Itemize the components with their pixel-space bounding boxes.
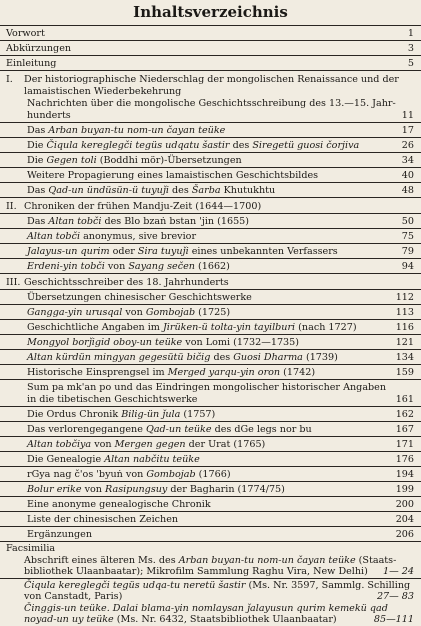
toc-entry: Das Arban buyan-tu nom-un čayan teüke [27, 125, 226, 136]
divider [0, 406, 421, 407]
toc-page-num: 3 [407, 43, 414, 54]
toc-entry: rGya nag č'os 'byuṅ von Gombojab (1766) [27, 469, 231, 480]
divider [0, 379, 421, 380]
divider [0, 152, 421, 153]
divider [0, 289, 421, 290]
facsimilia-heading: Facsimilia [6, 543, 56, 554]
facsimile-entry: Činggis-un teüke. Dalai blama-yin nomlaysan ǰalayusun qurim kemekü qad [24, 603, 388, 614]
toc-page-num: 206 [395, 529, 414, 540]
toc-entry: Eine anonyme genealogische Chronik [27, 499, 211, 510]
facsimile-entry: Čiqula kereglegči tegüs udqa-tu neretü šastir (Ms. Nr. 3597, Sammlg. Schilling [24, 580, 411, 591]
toc-entry: Die Genealogie Altan nabčitu teüke [27, 454, 200, 465]
toc-entry: Das Qad-un ündüsün-ü tuyuǰi des Šarba Khutukhtu [27, 185, 276, 196]
toc-page-num: 1 [407, 28, 414, 39]
toc-entry: Altan tobči anonymus, sive brevior [27, 231, 197, 242]
toc-entry: Das verlorengegangene Qad-un teüke des dGe legs nor bu [27, 424, 312, 435]
toc-entry: hunderts [27, 110, 71, 121]
divider [0, 258, 421, 259]
toc-entry: Weitere Propagierung eines lamaistischen Geschichtsbildes [27, 170, 319, 181]
divider [0, 451, 421, 452]
divider [0, 213, 421, 214]
section-heading: Geschichtsschreiber des 18. Jahrhunderts [24, 277, 229, 288]
facsimile-entry: noyad-un uy teüke (Ms. Nr. 6432, Staatsbibliothek Ulaanbaatar) [24, 614, 337, 625]
toc-entry: Liste der chinesischen Zeichen [27, 514, 179, 525]
toc-page-num: 48 [401, 185, 414, 196]
divider [0, 421, 421, 422]
toc-entry: Bolur erike von Rasipungsuy der Bagharin (1774/75) [27, 484, 285, 495]
toc-entry: Altan kürdün mingyan gegesütü bičig des Guosi Dharma (1739) [27, 352, 338, 363]
toc-entry: Die Ordus Chronik Bilig-ün ǰula (1757) [27, 409, 216, 420]
divider [0, 436, 421, 437]
toc-page-num: 121 [395, 337, 414, 348]
toc-entry: Die Čiqula kereglegči tegüs udqatu šastir des Siregetü guosi čorjiva [27, 140, 360, 151]
toc-entry: Erdeni-yin tobči von Sayang sečen (1662) [27, 261, 230, 272]
toc-page-num: 159 [395, 367, 414, 378]
toc-entry: in die tibetischen Geschichtswerke [27, 394, 198, 405]
toc-page-num: 204 [395, 514, 414, 525]
toc-page-num: 17 [401, 125, 414, 136]
toc-page-num: 162 [395, 409, 414, 420]
toc-page-num: 176 [395, 454, 414, 465]
section-number: III. [6, 277, 21, 288]
section-heading: lamaistischen Wiederbekehrung [24, 86, 182, 97]
divider [0, 182, 421, 183]
facsimile-pages: 27— 83 [376, 591, 414, 602]
divider [0, 228, 421, 229]
toc-entry-vorwort: Vorwort [6, 28, 45, 39]
toc-entry: Historische Einsprengsel im Merged yarqu-yin oron (1742) [27, 367, 316, 378]
facsimile-entry: Abschrift eines älteren Ms. des Arban buyan-tu nom-un čayan teüke (Staats- [24, 555, 397, 566]
section-number: II. [6, 201, 17, 212]
toc-entry: Jalayus-un qurim oder Sira tuyuǰi eines unbekannten Verfassers [27, 246, 338, 257]
toc-page-num: 112 [395, 292, 414, 303]
section-heading: Der historiographische Niederschlag der mongolischen Renaissance und der [24, 74, 399, 85]
divider [0, 526, 421, 527]
toc-page-num: 161 [395, 394, 414, 405]
toc-entry: Die Gegen toli (Boddhi mör)-Übersetzungen [27, 155, 242, 166]
divider [0, 304, 421, 305]
toc-page-num: 94 [401, 261, 414, 272]
page-title: Inhaltsverzeichnis [133, 3, 288, 21]
toc-entry: Gangga-yin urusqal von Gombojab (1725) [27, 307, 231, 318]
toc-page-num: 171 [395, 439, 414, 450]
toc-entry: Altan tobčiya von Mergen gegen der Urat (1765) [27, 439, 266, 450]
divider [0, 273, 421, 274]
divider [0, 364, 421, 365]
facsimile-entry: von Canstadt, Paris) [24, 591, 123, 602]
divider [0, 40, 421, 41]
divider [0, 319, 421, 320]
divider [0, 349, 421, 350]
toc-page-num: 200 [395, 499, 414, 510]
toc-page-num: 26 [401, 140, 414, 151]
toc-page-num: 79 [401, 246, 414, 257]
toc-page-num: 167 [395, 424, 414, 435]
toc-page-num: 134 [395, 352, 414, 363]
facsimile-pages: 1— 24 [383, 566, 414, 577]
divider [0, 496, 421, 497]
divider [0, 243, 421, 244]
divider [0, 334, 421, 335]
toc-page-num: 5 [407, 58, 414, 69]
toc-page-num: 75 [401, 231, 414, 242]
toc-entry-einleitung: Einleitung [6, 58, 57, 69]
toc-entry: Geschichtliche Angaben im Jirüken-ü tolta-yin tayilburi (nach 1727) [27, 322, 357, 333]
facsimile-entry: bibliothek Ulaanbaatar); Mikrofilm Sammlung Raghu Vira, New Delhi) [24, 566, 368, 577]
toc-entry: Das Altan tobči des Blo bzaṅ bstan 'jin (1655) [27, 216, 250, 227]
divider [0, 578, 421, 579]
toc-page-num: 34 [401, 155, 414, 166]
toc-entry: Ergänzungen [27, 529, 93, 540]
divider [0, 167, 421, 168]
divider [0, 481, 421, 482]
toc-entry: Sum pa mk'an po und das Eindringen mongolischer historischer Angaben [27, 382, 387, 393]
title-rule [0, 25, 421, 26]
facsimile-pages: 85—111 [373, 614, 414, 625]
toc-page-num: 116 [395, 322, 414, 333]
toc-entry: Nachrichten über die mongolische Geschichtsschreibung des 13.—15. Jahr- [27, 98, 396, 109]
divider [0, 511, 421, 512]
toc-page-num: 194 [395, 469, 414, 480]
divider [0, 55, 421, 56]
divider [0, 197, 421, 198]
divider [0, 466, 421, 467]
toc-page-num: 50 [401, 216, 414, 227]
toc-page-num: 199 [395, 484, 414, 495]
divider [0, 70, 421, 71]
toc-entry-abkuerzungen: Abkürzungen [6, 43, 72, 54]
divider [0, 541, 421, 542]
toc-entry: Mongyol borǰigid oboy-un teüke von Lomi (1732—1735) [27, 337, 299, 348]
divider [0, 122, 421, 123]
divider [0, 137, 421, 138]
toc-page-num: 40 [401, 170, 414, 181]
toc-page-num: 11 [401, 110, 414, 121]
toc-entry: Übersetzungen chinesischer Geschichtswerke [27, 292, 252, 303]
toc-page-num: 113 [395, 307, 414, 318]
section-number: I. [6, 74, 13, 85]
section-heading: Chroniken der frühen Mandju-Zeit (1644—1700) [24, 201, 262, 212]
